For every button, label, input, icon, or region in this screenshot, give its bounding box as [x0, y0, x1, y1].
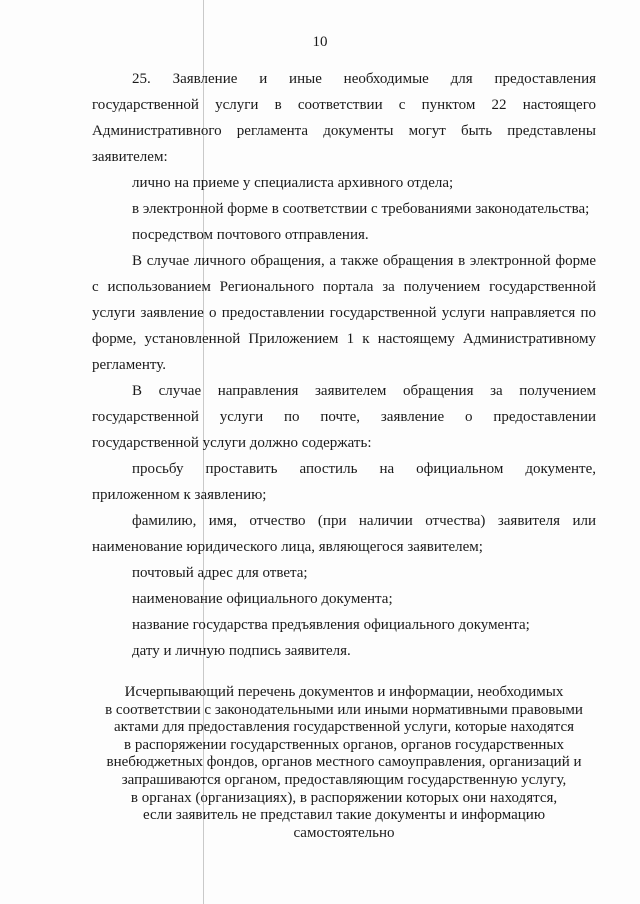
heading-line: в распоряжении государственных органов, органов государственных [124, 736, 564, 753]
list-item-post: посредством почтового отправления. [132, 227, 369, 243]
heading-line: в соответствии с законодательными или иными нормативными правовыми [105, 701, 583, 718]
list-item-applicant-name: фамилию, имя, отчество (при наличии отчества) заявителя или наименование юридического лица, являющегося заявителем; [92, 513, 596, 555]
list-item-date-signature: дату и личную подпись заявителя. [132, 643, 351, 659]
list-item-document-name: наименование официального документа; [132, 591, 393, 607]
list-item-in-person: лично на приеме у специалиста архивного отдела; [132, 175, 454, 191]
list-item-electronic: в электронной форме в соответствии с требованиями законодательства; [132, 201, 590, 217]
page-number: 10 [312, 34, 328, 50]
list-item-apostille: просьбу проставить апостиль на официальном документе, приложенном к заявлению; [92, 461, 596, 503]
paragraph-25: 25. Заявление и иные необходимые для предоставления государственной услуги в соответствии с пунктом 22 настоящего Административного регламента документы могут быть представлены заявителем: [92, 71, 596, 165]
heading-line: актами для предоставления государственной услуги, которые находятся [113, 719, 575, 736]
section-heading [92, 684, 596, 842]
heading-line: запрашиваются органом, предоставляющим государственную услугу, [121, 771, 567, 788]
paragraph-mail-appeal: В случае направления заявителем обращения за получением государственной услуги по почте, заявление о предоставлении государственной услуги должно содержать: [92, 383, 596, 451]
list-item-postal-address: почтовый адрес для ответа; [132, 565, 308, 581]
heading-line: в органах (организациях), в распоряжении которых они находятся, [130, 789, 558, 806]
paragraph-personal-appeal: В случае личного обращения, а также обращения в электронной форме с использованием Регионального портала за получением государственной услуги заявление о предоставлении государственной услуги направляется по форме, установленной Приложением 1 к настоящему Административному регламенту. [92, 253, 596, 373]
list-item-country: название государства предъявления официального документа; [132, 617, 530, 633]
heading-line: внебюджетных фондов, органов местного самоуправления, организаций и [106, 754, 582, 771]
heading-line: самостоятельно [293, 824, 395, 841]
heading-line: Исчерпывающий перечень документов и информации, необходимых [124, 684, 564, 700]
heading-line: если заявитель не представил такие документы и информацию [142, 807, 546, 824]
